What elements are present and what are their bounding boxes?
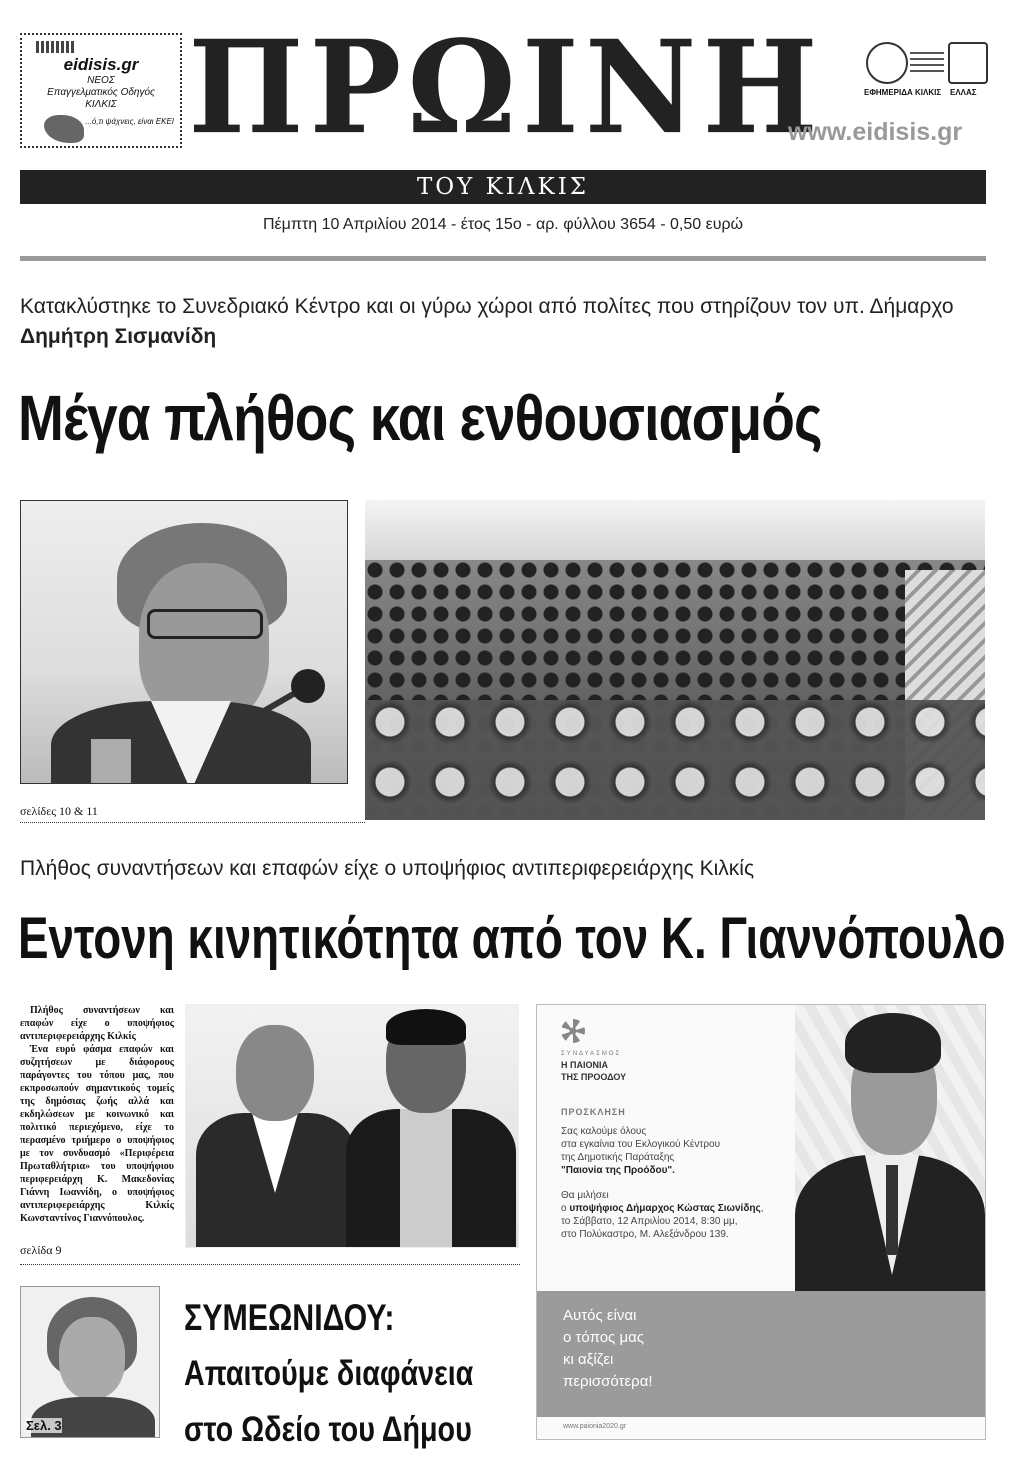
tie-shape <box>886 1165 898 1255</box>
advert-text-line: "Παιονία της Προόδου". <box>561 1165 675 1176</box>
second-body <box>20 1004 174 1225</box>
third-headline[interactable] <box>184 1290 496 1458</box>
advert-synd-label: ΣΥΝΔΥΑΣΜΟΣ <box>561 1051 622 1057</box>
masthead-subtitle: ΤΟΥ ΚΙΛΚΙΣ <box>20 170 986 204</box>
corner-advert-brand: eidisis.gr <box>63 55 139 74</box>
website-link[interactable]: www.eidisis.gr <box>788 118 963 146</box>
advert-slogan-line: Αυτός είναι <box>563 1307 637 1324</box>
hair-shape <box>386 1009 466 1045</box>
postage-stamp-icon <box>866 42 908 84</box>
divider <box>20 256 986 261</box>
lead-page-ref[interactable]: σελίδες 10 & 11 <box>20 804 98 818</box>
lead-headline[interactable]: Μέγα πλήθος και ενθουσιασμός <box>18 382 822 454</box>
dateline: Πέμπτη 10 Απριλίου 2014 - έτος 15ο - αρ. φύλλου 3654 - 0,50 ευρώ <box>262 216 744 233</box>
campaign-advert[interactable] <box>536 1004 986 1440</box>
advert-party-name <box>561 1059 626 1083</box>
advert-slogan <box>563 1305 763 1393</box>
advert-invite-label: ΠΡΟΣΚΛΗΣΗ <box>561 1107 626 1117</box>
hand-icon <box>44 115 84 143</box>
post-office-icon <box>948 42 988 84</box>
postmark-lines-icon <box>910 52 944 72</box>
second-headline[interactable]: Εντονη κινητικότητα από τον Κ. Γιαννόπουλο <box>18 906 1006 971</box>
microphone-icon <box>291 669 325 703</box>
two-men-photo[interactable] <box>185 1004 519 1248</box>
corner-advert-line3: ΚΙΛΚΙΣ <box>85 99 117 110</box>
masthead-title: ΠΡΩΙΝΗ <box>188 11 824 163</box>
divider <box>20 1264 520 1265</box>
hair-shape <box>845 1013 941 1073</box>
head-shape <box>236 1025 314 1121</box>
corner-advert[interactable] <box>20 33 182 148</box>
woman-photo[interactable] <box>20 1286 160 1438</box>
stamp-right-label: ΕΛΛΑΣ <box>950 88 977 97</box>
advert-slogan-band <box>537 1291 985 1417</box>
lead-kicker-text: Κατακλύστηκε το Συνεδριακό Κέντρο και οι γύρω χώροι από πολίτες που στηρίζουν τον υπ. Δήμαρχο <box>20 295 954 318</box>
glasses-icon <box>147 609 263 639</box>
advert-slogan-line: κι αξίζει <box>563 1351 614 1368</box>
stamp-left-label: ΕΦΗΜΕΡΙΔΑ ΚΙΛΚΙΣ <box>864 88 942 97</box>
face-shape <box>139 563 269 723</box>
advert-url[interactable]: www.paionia2020.gr <box>563 1423 627 1430</box>
third-headline-line: στο Ωδείο του Δήμου <box>184 1410 472 1449</box>
advert-text-line: το Σάββατο, 12 Απριλίου 2014, 8:30 μμ, <box>561 1216 738 1227</box>
advert-candidate: υποψήφιος Δήμαρχος Κώστας Σιωνίδης <box>569 1203 761 1214</box>
speaker-photo[interactable] <box>20 500 348 784</box>
advert-text <box>561 1125 801 1241</box>
divider <box>20 822 365 823</box>
candidate-photo <box>795 1005 985 1291</box>
shirt-shape <box>400 1109 452 1248</box>
second-kicker: Πλήθος συναντήσεων και επαφών είχε ο υποψήφιος αντιπεριφερειάρχης Κιλκίς <box>20 857 755 880</box>
water-glass-icon <box>91 739 131 784</box>
face-shape <box>59 1317 125 1399</box>
advert-text-line <box>561 1202 801 1215</box>
third-page-ref[interactable]: Σελ. 3 <box>26 1418 62 1433</box>
advert-text-line: Θα μιλήσει <box>561 1190 609 1201</box>
advert-text-line: στο Πολύκαστρο, Μ. Αλεξάνδρου 139. <box>561 1229 729 1240</box>
third-headline-line: ΣΥΜΕΩΝΙΔΟΥ: <box>184 1297 395 1338</box>
second-body-paragraph: Πλήθος συναντήσεων και επαφών είχε ο υποψήφιος αντιπεριφερειάρχης Κιλκίς <box>20 1005 174 1042</box>
advert-slogan-line: ο τόπος μας <box>563 1329 644 1346</box>
corner-advert-tagline: ...ό,τι ψάχνεις, είναι ΕΚΕΙ <box>85 117 174 126</box>
advert-text-line: της Δημοτικής Παράταξης <box>561 1152 675 1163</box>
advert-party-name-line: ΤΗΣ ΠΡΟΟΔΟΥ <box>561 1072 627 1082</box>
advert-party-name-line: Η ΠΑΙΟΝΙΑ <box>561 1060 608 1070</box>
corner-advert-line2: Επαγγελματικός Οδηγός <box>47 87 155 98</box>
second-body-paragraph: Ένα ευρύ φάσμα επαφών και συζητήσεων με διάφορους παράγοντες του τόπου μας, που εκπροσωπούν σημαντικούς τομείς της δημόσιας ζωής αλλά και εκδηλώσεων με κοινωνικό και πολιτικό περιεχόμενο, είχε το περασμένο τριήμερο ο υποψήφιος με τον συνδυασμό «Περιφέρεια Πρωταθλήτρια» του υποψήφιου περιφερειάρχη Κ. Μακεδονίας Γιάννη Ιωαννίδη, ο υποψήφιος αντιπεριφερειάρχης Κιλκίς Κωνσταντίνος Γιαννόπουλος. <box>20 1044 174 1224</box>
stripe-graphic <box>36 41 76 53</box>
advert-text-line: στα εγκαίνια του Εκλογικού Κέντρου <box>561 1139 721 1150</box>
lead-kicker-bold: Δημήτρη Σισμανίδη <box>20 325 217 348</box>
front-row <box>365 700 985 820</box>
advert-text-part: , <box>760 1203 764 1214</box>
advert-text-line: Σας καλούμε όλους <box>561 1126 647 1137</box>
advert-text-part: ο <box>561 1203 570 1214</box>
lead-kicker <box>20 292 980 352</box>
snowflake-logo-icon <box>561 1019 585 1043</box>
crowd-photo[interactable] <box>365 500 985 820</box>
advert-slogan-line: περισσότερα! <box>563 1373 653 1390</box>
second-page-ref[interactable]: σελίδα 9 <box>20 1243 62 1257</box>
corner-advert-line1: ΝΕΟΣ <box>87 75 115 86</box>
third-headline-line: Απαιτούμε διαφάνεια <box>184 1354 474 1393</box>
